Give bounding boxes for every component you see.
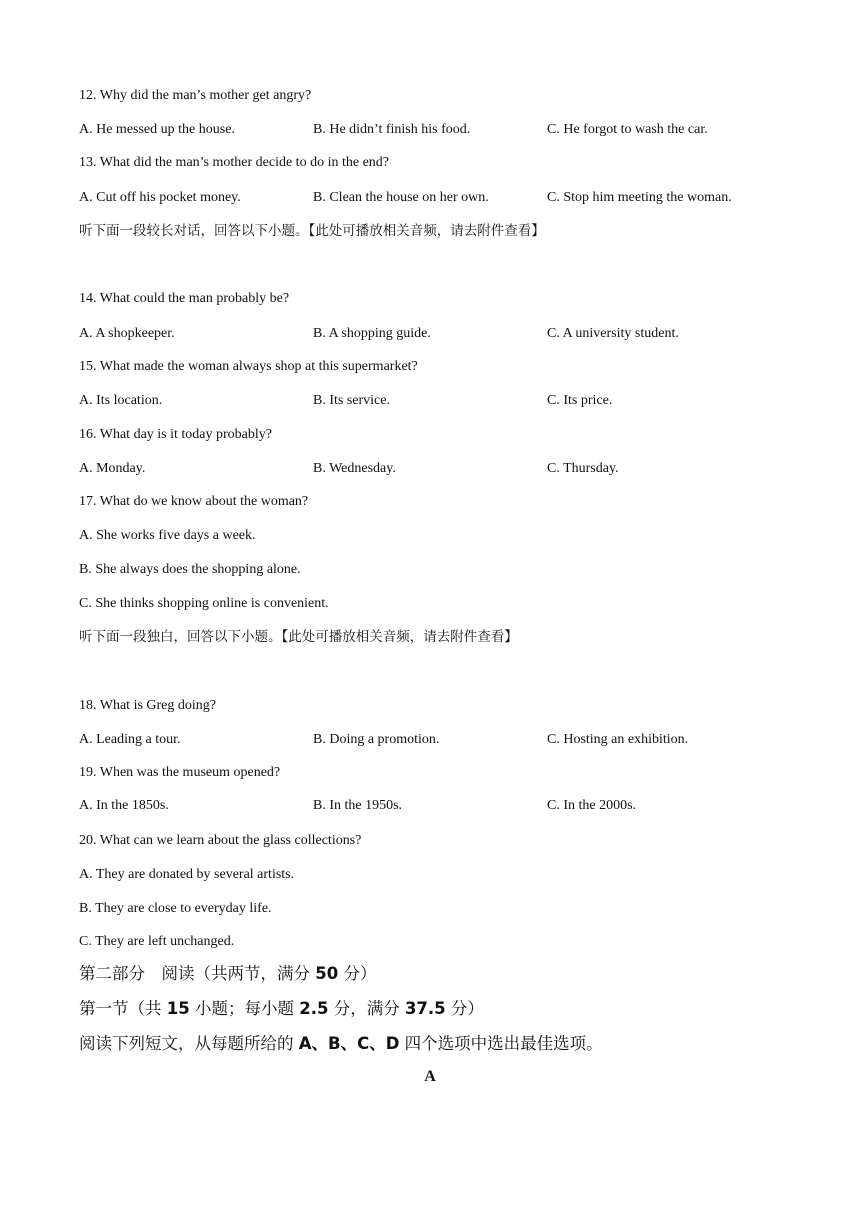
section-one-text-2: 小题；每小题 <box>189 999 300 1018</box>
passage-label: A <box>424 1068 436 1085</box>
question-12-option-c: C. He forgot to wash the car. <box>547 122 708 137</box>
part-two-heading <box>79 963 376 985</box>
part-two-total-score: 50 <box>315 964 339 983</box>
question-17-stem: 17. What do we know about the woman? <box>79 494 309 509</box>
question-14-option-b: B. A shopping guide. <box>313 326 431 341</box>
part-two-heading-text: 第二部分 阅读（共两节，满分 <box>79 964 316 983</box>
question-20-option-b: B. They are close to everyday life. <box>79 901 272 916</box>
section-one-total-score: 37.5 <box>404 999 446 1018</box>
listening-instruction-dialogue: 听下面一段较长对话，回答以下小题。【此处可播放相关音频，请去附件查看】 <box>79 223 545 239</box>
reading-instruction-text-2: 四个选项中选出最佳选项。 <box>399 1034 603 1053</box>
question-20-stem: 20. What can we learn about the glass collections? <box>79 833 362 848</box>
question-18-option-b: B. Doing a promotion. <box>313 732 440 747</box>
question-15-option-c: C. Its price. <box>547 393 613 408</box>
question-13-option-c: C. Stop him meeting the woman. <box>547 190 732 205</box>
question-15-option-a: A. Its location. <box>79 393 163 408</box>
section-one-text-1: 第一节（共 <box>79 999 167 1018</box>
question-18-option-c: C. Hosting an exhibition. <box>547 732 689 747</box>
question-18-stem: 18. What is Greg doing? <box>79 698 216 713</box>
question-20-option-c: C. They are left unchanged. <box>79 934 235 949</box>
question-13-stem: 13. What did the man’s mother decide to do in the end? <box>79 155 389 170</box>
section-one-per-question-score: 2.5 <box>299 999 329 1018</box>
reading-instruction <box>79 1033 603 1055</box>
question-17-option-a: A. She works five days a week. <box>79 528 256 543</box>
reading-instruction-letters: A、B、C、D <box>298 1034 400 1053</box>
question-16-option-b: B. Wednesday. <box>313 461 396 476</box>
section-one-text-4: 分） <box>445 999 484 1018</box>
listening-instruction-monologue: 听下面一段独白，回答以下小题。【此处可播放相关音频，请去附件查看】 <box>79 629 518 645</box>
question-19-option-b: B. In the 1950s. <box>313 798 403 813</box>
question-14-stem: 14. What could the man probably be? <box>79 291 290 306</box>
part-two-heading-suffix: 分） <box>338 964 377 983</box>
question-14-option-a: A. A shopkeeper. <box>79 326 175 341</box>
question-18-option-a: A. Leading a tour. <box>79 732 181 747</box>
section-one-heading <box>79 998 484 1020</box>
question-17-option-b: B. She always does the shopping alone. <box>79 562 301 577</box>
question-19-option-c: C. In the 2000s. <box>547 798 637 813</box>
section-one-text-3: 分，满分 <box>328 999 405 1018</box>
question-12-option-a: A. He messed up the house. <box>79 122 235 137</box>
question-13-option-a: A. Cut off his pocket money. <box>79 190 241 205</box>
question-17-option-c: C. She thinks shopping online is convenient. <box>79 596 329 611</box>
question-15-option-b: B. Its service. <box>313 393 390 408</box>
question-16-stem: 16. What day is it today probably? <box>79 427 272 442</box>
section-one-question-count: 15 <box>166 999 190 1018</box>
question-20-option-a: A. They are donated by several artists. <box>79 867 295 882</box>
question-16-option-c: C. Thursday. <box>547 461 619 476</box>
question-19-option-a: A. In the 1850s. <box>79 798 169 813</box>
question-15-stem: 15. What made the woman always shop at this supermarket? <box>79 359 418 374</box>
reading-instruction-text-1: 阅读下列短文，从每题所给的 <box>79 1034 299 1053</box>
question-12-option-b: B. He didn’t finish his food. <box>313 122 471 137</box>
question-19-stem: 19. When was the museum opened? <box>79 765 281 780</box>
question-13-option-b: B. Clean the house on her own. <box>313 190 489 205</box>
question-16-option-a: A. Monday. <box>79 461 146 476</box>
question-12-stem: 12. Why did the man’s mother get angry? <box>79 88 312 103</box>
question-14-option-c: C. A university student. <box>547 326 679 341</box>
